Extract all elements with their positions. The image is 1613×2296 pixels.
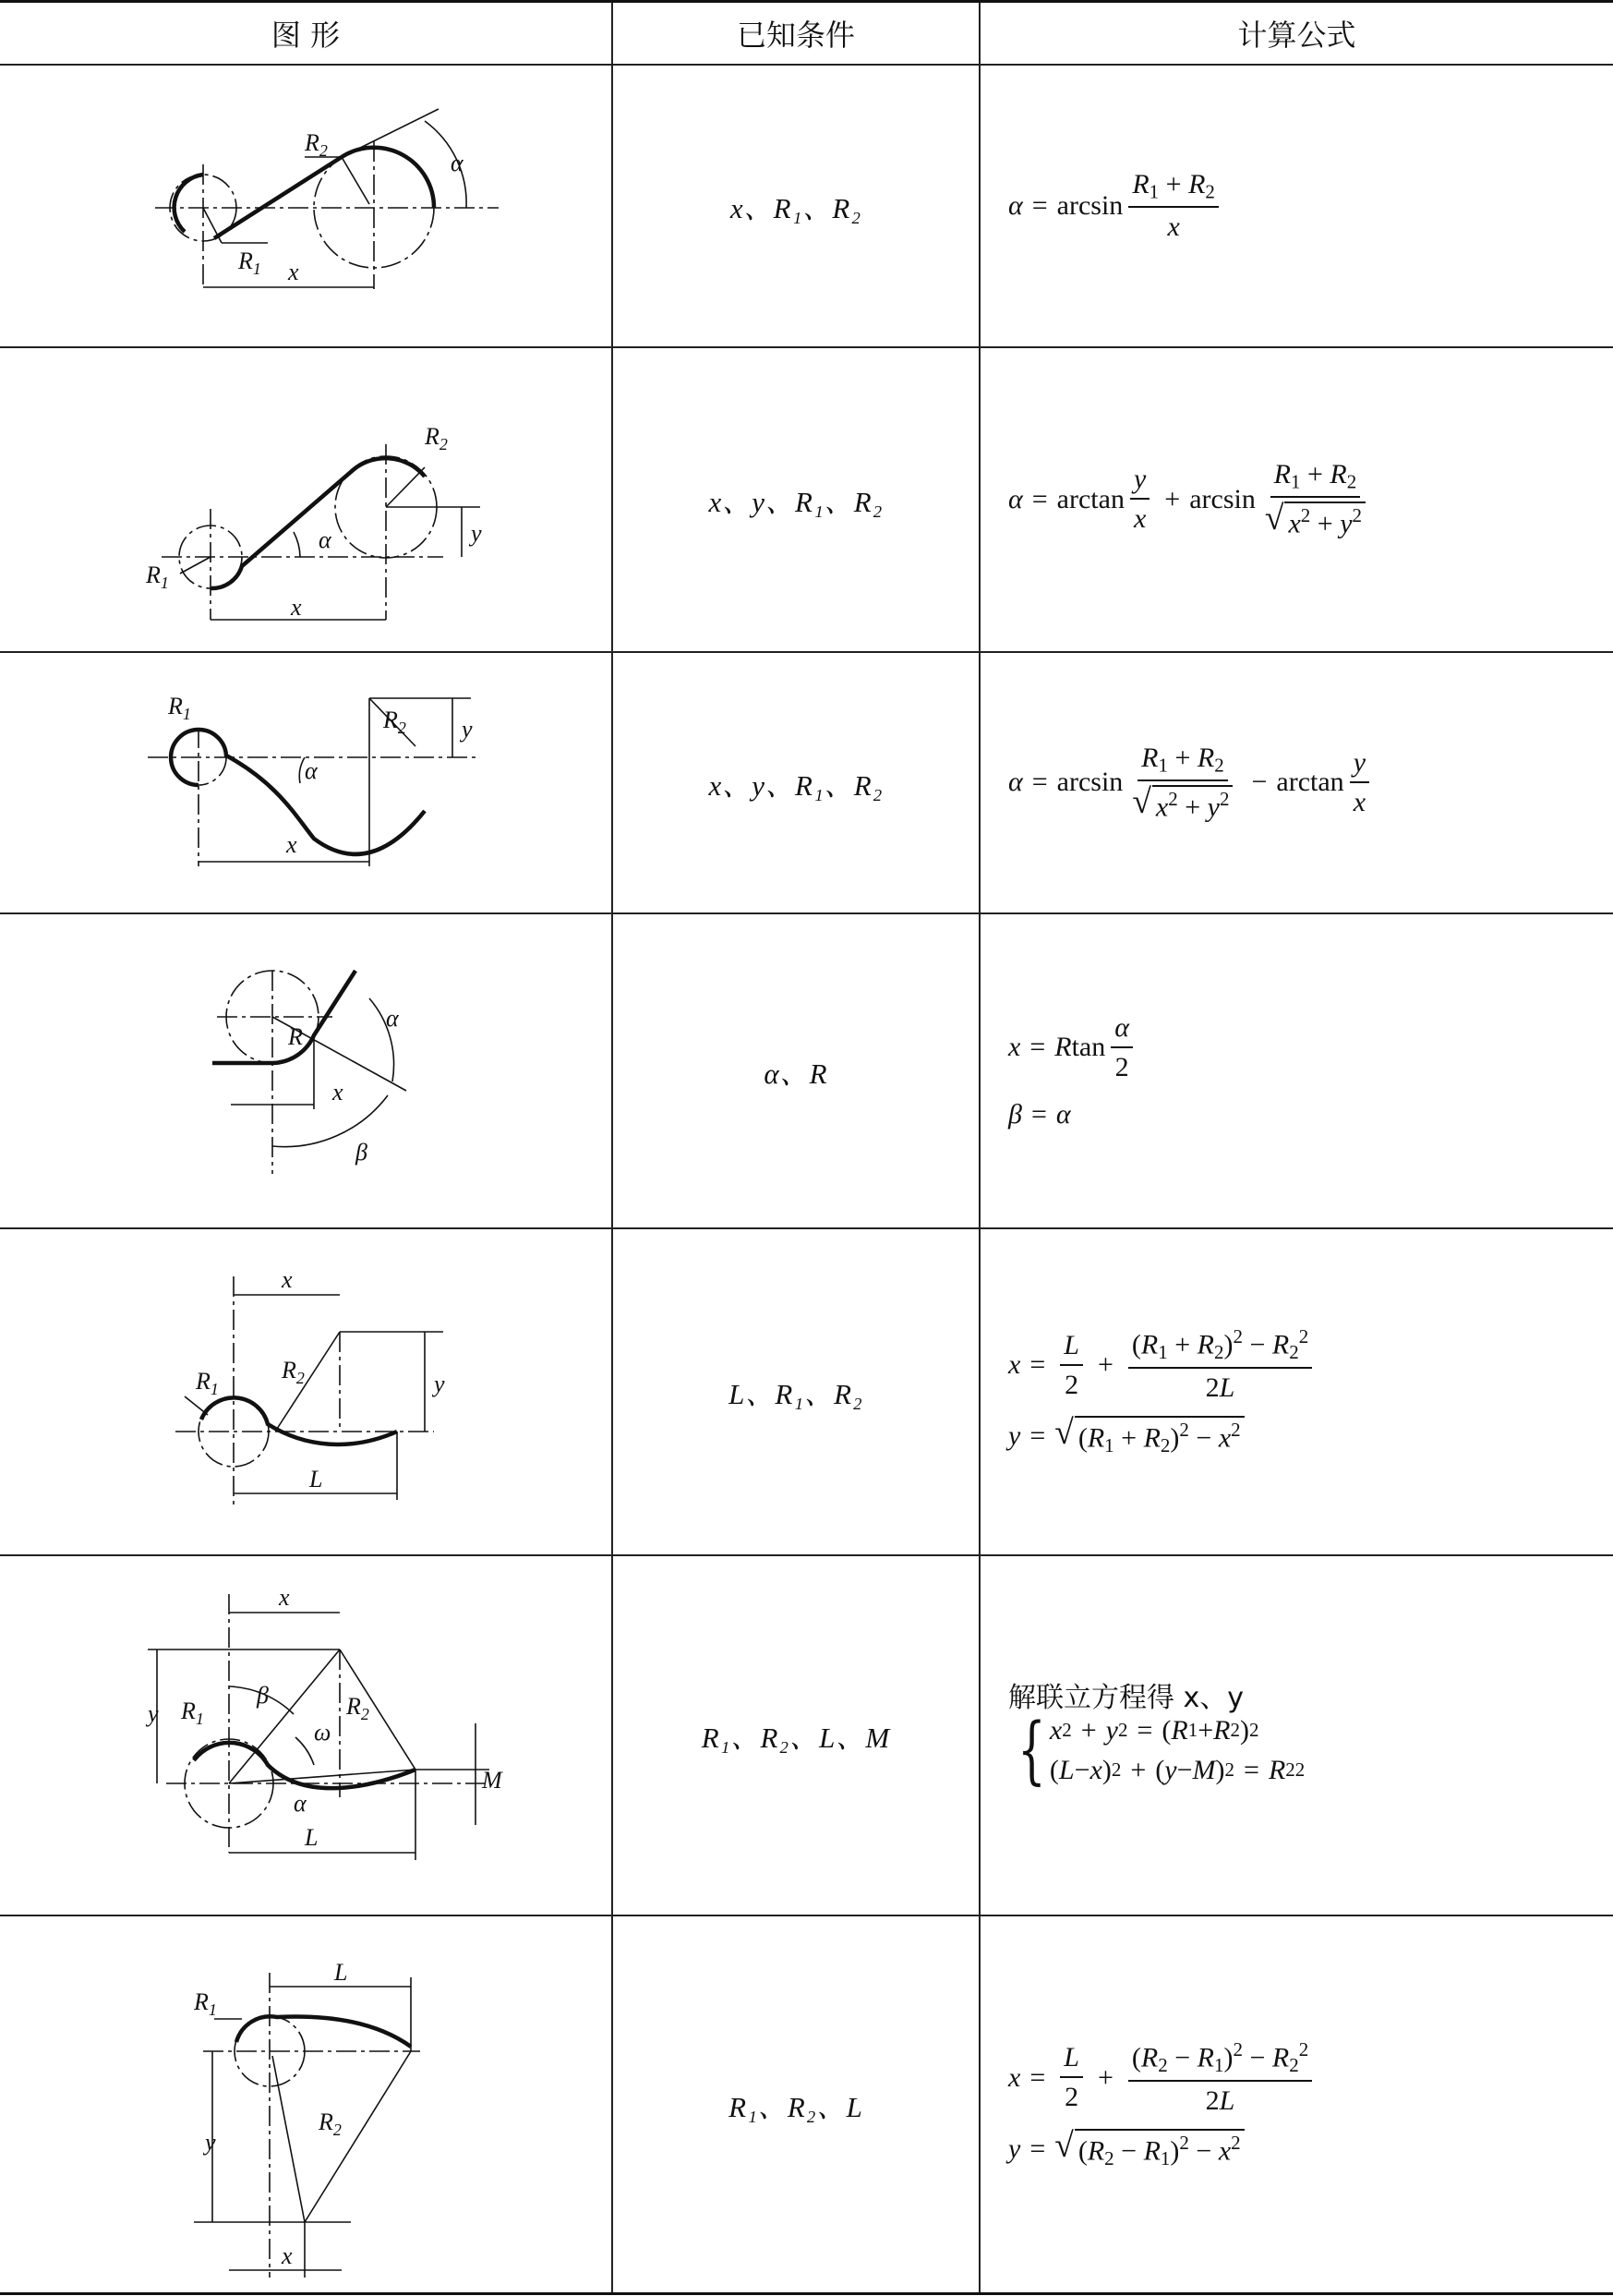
known-row-7: R₁、R₂、L [612, 1915, 980, 2294]
label-x: x [291, 593, 302, 621]
known-row-1: x、R₁、R₂ [612, 65, 980, 347]
label-beta: β [257, 1681, 269, 1709]
label-R1: $R_1$ [194, 1988, 217, 2020]
known-row-3: x、y、R₁、R₂ [612, 652, 980, 913]
label-L: L [305, 1823, 319, 1851]
label-y: y [434, 1370, 445, 1397]
label-R2: $R_2$ [282, 1356, 305, 1387]
label-y: y [148, 1699, 159, 1727]
label-x: x [288, 258, 299, 285]
known-row-2: x、y、R₁、R₂ [612, 347, 980, 652]
formula-row-6: 解联立方程得 x、y { x 2 + y 2 = ( R 1 + R 2 ) 2 ( L − x ) 2 + ( y − M ) 2 = R 2 2 [980, 1555, 1613, 1915]
label-L: L [309, 1465, 323, 1492]
label-R1: $R_1$ [181, 1697, 204, 1728]
figure-row-1 [0, 65, 612, 347]
diagram-5 [0, 1230, 612, 1553]
label-R1: $R_1$ [238, 247, 261, 278]
label-M: M [482, 1766, 502, 1794]
header-known: 已知条件 [612, 2, 980, 65]
diagram-2 [0, 352, 612, 647]
label-y: y [462, 716, 473, 743]
figure-row-5 [0, 1228, 612, 1555]
label-alpha: α [451, 149, 463, 176]
label-R1: $R_1$ [168, 693, 191, 723]
label-y: y [205, 2129, 216, 2157]
label-R2: $R_2$ [346, 1692, 369, 1723]
label-y: y [471, 519, 482, 547]
formula-row-4: x = R tan $\frac{\alpha}{2}$ β = α [980, 913, 1613, 1228]
figure-row-7 [0, 1915, 612, 2294]
diagram-7 [0, 1917, 612, 2290]
formula-row-2: α = arctan $\frac{y}{x}$ + arcsin $R_1 + R_2$ √ $x^2 + y^2$ [980, 347, 1613, 652]
figure-row-4 [0, 913, 612, 1228]
label-x: x [282, 2242, 293, 2270]
label-x: x [279, 1583, 290, 1611]
header-figure: 图 形 [0, 2, 612, 65]
diagram-4 [0, 915, 612, 1226]
label-R1: $R_1$ [146, 561, 169, 592]
label-L: L [334, 1959, 348, 1987]
known-row-6: R₁、R₂、L、M [612, 1555, 980, 1915]
label-alpha: α [294, 1789, 307, 1817]
figure-row-6 [0, 1555, 612, 1915]
known-row-4: α、R [612, 913, 980, 1228]
header-formula: 计算公式 [980, 2, 1613, 65]
label-R2: $R_2$ [305, 128, 328, 160]
figure-row-2 [0, 347, 612, 652]
label-R: R [288, 1023, 303, 1050]
formula-row-3: α = arcsin $R_1 + R_2$ √ $x^2 + y^2$ − arctan $\frac{y}{x}$ [980, 652, 1613, 913]
label-alpha: α [305, 757, 318, 784]
label-R2: $R_2$ [319, 2109, 342, 2140]
label-omega: ω [314, 1718, 331, 1746]
label-alpha: α [386, 1005, 399, 1032]
label-x: x [332, 1079, 343, 1106]
label-R1: $R_1$ [196, 1367, 219, 1398]
diagram-3 [0, 654, 612, 911]
figure-row-3 [0, 652, 612, 913]
known-row-5: L、R₁、R₂ [612, 1228, 980, 1555]
diagram-6 [0, 1557, 612, 1914]
formula-row-7: x = $\frac{L}{2}$ + $\frac{(R_2 - R_1)^2 - R_2^2}{2L}$ y = √ $(R_2 - R_1)^2 - x^2$ [980, 1915, 1613, 2294]
formula-row-1: α = arcsin $\frac{R_1 + R_2}{x}$ [980, 65, 1613, 347]
label-x: x [286, 831, 297, 858]
label-R2: $R_2$ [383, 707, 406, 737]
diagram-1 [0, 67, 612, 344]
label-beta: β [355, 1139, 367, 1166]
label-R2: $R_2$ [425, 422, 448, 453]
label-x: x [282, 1265, 293, 1293]
label-alpha: α [319, 526, 331, 553]
solve-system-text: 解联立方程得 x、y [1008, 1682, 1245, 1714]
formula-row-5: x = $\frac{L}{2}$ + $\frac{(R_1 + R_2)^2 - R_2^2}{2L}$ y = √ $(R_1 + R_2)^2 - x^2$ [980, 1228, 1613, 1555]
